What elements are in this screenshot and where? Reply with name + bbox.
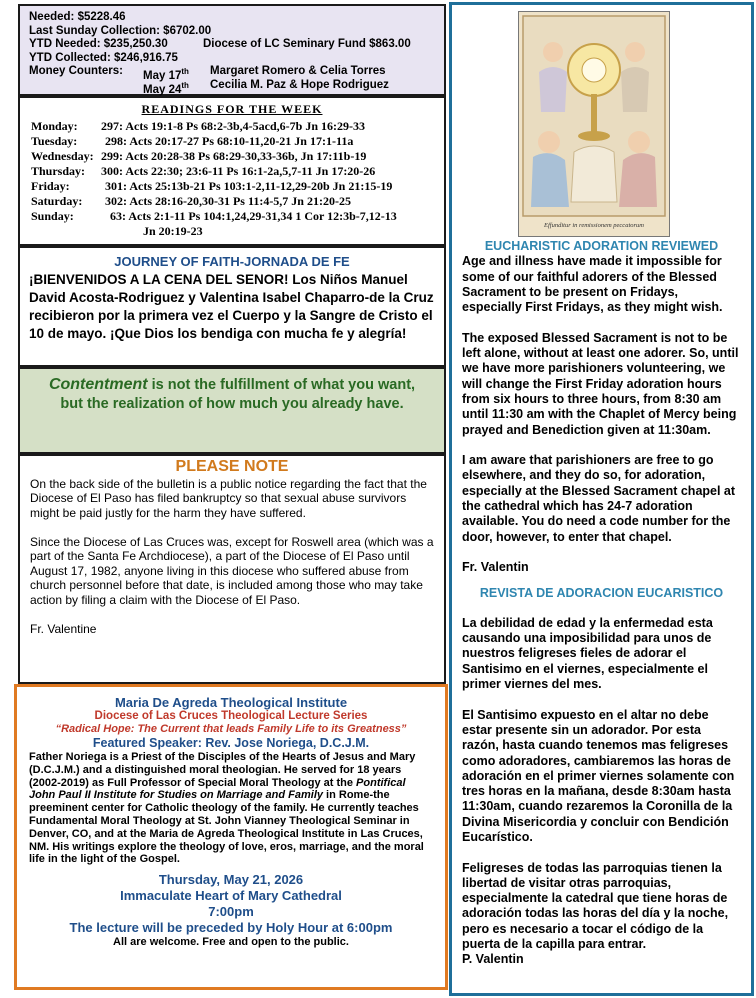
quote-rest: is not the fulfillment of what you want, but the realization of how much you already have. bbox=[60, 377, 416, 412]
reading-citation: 63: Acts 2:1-11 Ps 104:1,24,29-31,34 1 Cor 12:3b-7,12-13 bbox=[110, 209, 397, 223]
journey-body: ¡BIENVENIDOS A LA CENA DEL SENOR! Los Niños Manuel David Acosta-Rodriguez y Valentina Isabel Chaparro-de la Cruz recibieron por la primera vez el Cuerpo y la Sangre de Cristo el 10 de mayo. ¡Que Dios los bendiga con mucha fe y alegría! bbox=[29, 272, 434, 341]
reading-day: Sunday: bbox=[31, 209, 74, 223]
reading-day: Thursday: bbox=[31, 164, 86, 178]
counter-names-2: Cecilia M. Paz & Hope Rodriguez bbox=[210, 78, 389, 91]
reading-citation: 299: Acts 20:28-38 Ps 68:29-30,33-36b, Jn 17:11b-19 bbox=[101, 149, 367, 163]
adoration-paragraph-3: I am aware that parishioners are free to go elsewhere, and they do so, for adoration, especially at the Blessed Sacrament chapel at the cathedral which has 24-7 adoration available. You do need a code number for the door, however, to enter that chapel. bbox=[462, 453, 736, 544]
reading-row bbox=[28, 164, 436, 179]
reading-citation: 298: Acts 20:17-27 Ps 68:10-11,20-21 Jn 17:1-11a bbox=[105, 134, 354, 148]
revista-paragraph-2: El Santisimo expuesto en el altar no debe estar presente sin un adorador. Por esta razón, hasta cuando tenemos mas feligreses como adoradores, cambiaremos las horas de adoración en el primer viernes solamente con tres horas en la mañana, desde 8:30am hasta 11:30am, cuando rezaremos la Coronilla de la Divina Misericordia y concluir con Bendición Eucarístico. bbox=[462, 707, 735, 844]
reading-citation: 301: Acts 25:13b-21 Ps 103:1-2,11-12,29-20b Jn 21:15-19 bbox=[105, 179, 393, 193]
counter-date-1: May 17th bbox=[143, 67, 189, 82]
eucharist-holy-card-image bbox=[518, 11, 670, 237]
reading-day: Tuesday: bbox=[31, 134, 78, 148]
reading-row bbox=[28, 194, 436, 209]
journey-title: JOURNEY OF FAITH-JORNADA DE FE bbox=[114, 254, 350, 269]
counter-names-1: Margaret Romero & Celia Torres bbox=[210, 65, 386, 77]
ytd-needed-row bbox=[29, 38, 435, 52]
holy-card-illustration bbox=[519, 12, 669, 236]
reading-day: Monday: bbox=[31, 119, 78, 133]
seminary-fund: Diocese of LC Seminary Fund $863.00 bbox=[203, 38, 411, 50]
reading-row bbox=[28, 134, 436, 149]
money-counters-row-1 bbox=[29, 65, 435, 82]
speaker-bio: Father Noriega is a Priest of the Disciples of the Hearts of Jesus and Mary (D.C.J.M.) and a distinguished moral theologian. He served for 18 years (2002-2019) as Full Professor of Special Moral Theology at the Pontifical John Paul II Institute for Studies on Marriage and Family in Rome-the preeminent center for Catholic theology of the family. He currently teaches Fundamental Moral Theology at St. John Vianney Theological Seminar in Denver, CO, and at the Maria de Agreda Theological Institute in Las Cruces, NM. His writings explore the theology of love, eros, marriage, and the moral life in the light of the Gospel. bbox=[29, 751, 424, 866]
revista-paragraph-3: Feligreses de todas las parroquias tienen la libertad de visitar otras parroquias, especialmente la catedral que tiene horas de adoración todas las horas del día y la noche, pero es necesario a tocar el código de la puerta de la capilla para entrar. bbox=[462, 860, 729, 952]
money-counters-row-2 bbox=[29, 78, 435, 96]
event-date: Thursday, May 21, 2026 bbox=[158, 872, 304, 888]
event-place: Immaculate Heart of Mary Cathedral bbox=[120, 888, 342, 904]
note-paragraph-1: On the back side of the bulletin is a public notice regarding the fact that the Diocese of El Paso has filed bankruptcy so that sexual abuse survivors might be paid justly for the harm they have suffered. bbox=[30, 476, 427, 520]
needed-amount: Needed: $5228.46 bbox=[29, 11, 126, 23]
featured-speaker: Featured Speaker: Rev. Jose Noriega, D.C.J.M. bbox=[92, 736, 370, 750]
reading-row bbox=[28, 179, 436, 194]
reading-citation: 300: Acts 22:30; 23:6-11 Ps 16:1-2a,5,7-11 Jn 17:20-26 bbox=[101, 164, 376, 178]
revista-signature: P. Valentin bbox=[462, 952, 524, 967]
institute-name: Maria De Agreda Theological Institute bbox=[114, 695, 348, 710]
counter-date-2: May 24th bbox=[143, 80, 189, 96]
adoration-paragraph-2: The exposed Blessed Sacrament is not to be left alone, without at least one adorer. So, until we have more parishioners volunteering, we will change the First Friday adoration hours from six hours to three hours, from 8:30 am until 11:30 am with the Chaplet of Mercy being prayed and Benediction given at 11:30am. bbox=[462, 330, 739, 437]
reading-day: Friday: bbox=[31, 179, 70, 193]
journey-of-faith-box bbox=[18, 246, 446, 367]
reading-row bbox=[28, 149, 436, 164]
reading-citation: 297: Acts 19:1-8 Ps 68:2-3b,4-5acd,6-7b Jn 16:29-33 bbox=[101, 119, 365, 133]
institute-lecture-box bbox=[14, 684, 448, 990]
adoration-signature: Fr. Valentin bbox=[462, 560, 529, 575]
sunday-continuation-row bbox=[28, 224, 436, 239]
note-signature: Fr. Valentine bbox=[30, 621, 97, 636]
lecture-series: Diocese of Las Cruces Theological Lecture Series bbox=[94, 710, 368, 722]
last-sunday-collection: Last Sunday Collection: $6702.00 bbox=[29, 24, 212, 37]
readings-box bbox=[18, 96, 446, 246]
event-time: 7:00pm bbox=[208, 904, 254, 920]
reading-row bbox=[28, 209, 436, 224]
adoration-title: EUCHARISTIC ADORATION REVIEWED bbox=[484, 239, 719, 253]
holy-hour-note: The lecture will be preceded by Holy Hour at 6:00pm bbox=[69, 920, 393, 936]
please-note-title: PLEASE NOTE bbox=[175, 458, 289, 475]
money-counters-label: Money Counters: bbox=[29, 65, 123, 77]
finance-box bbox=[18, 4, 446, 96]
adoration-column bbox=[449, 2, 754, 996]
image-caption: Effunditur in remissionem peccatorum bbox=[544, 222, 644, 229]
revista-title: REVISTA DE ADORACION EUCARISTICO bbox=[479, 585, 724, 600]
quote-keyword: Contentment bbox=[48, 376, 148, 393]
ytd-needed: YTD Needed: $235,250.30 bbox=[29, 38, 168, 50]
lecture-theme: “Radical Hope: The Current that leads Family Life to its Greatness” bbox=[55, 723, 407, 735]
revista-paragraph-1: La debilidad de edad y la enfermedad esta causando una imposibilidad para unos de nuestros feligreses fieles de adorar el Santisimo en el viernes, especialmente el primer viernes del mes. bbox=[462, 615, 713, 692]
sunday-continuation: Jn 20:19-23 bbox=[143, 224, 203, 238]
welcome-note: All are welcome. Free and open to the public. bbox=[113, 936, 349, 949]
contentment-quote bbox=[38, 375, 426, 414]
contentment-quote-box bbox=[18, 367, 446, 454]
reading-day: Wednesday: bbox=[31, 149, 94, 163]
reading-row bbox=[28, 119, 436, 134]
reading-citation: 302: Acts 28:16-20,30-31 Ps 11:4-5,7 Jn 21:20-25 bbox=[105, 194, 351, 208]
readings-title: READINGS FOR THE WEEK bbox=[141, 102, 323, 116]
please-note-box bbox=[18, 454, 446, 684]
reading-day: Saturday: bbox=[31, 194, 83, 208]
adoration-paragraph-1: Age and illness have made it impossible for some of our faithful adorers of the Blessed Sacrament to be present on Fridays, especially First Fridays, as they might wish. bbox=[462, 254, 723, 315]
readings-list bbox=[28, 119, 436, 224]
adoration-text bbox=[462, 239, 741, 983]
note-paragraph-2: Since the Diocese of Las Cruces was, except for Roswell area (which was a part of the Santa Fe Archdiocese), a part of the Diocese of El Paso until August 17, 1982, anyone living in this diocese who suffered abuse from church personnel before that date, is included among those who may take action by filing a claim with the Diocese of El Paso. bbox=[30, 534, 434, 607]
ytd-collected: YTD Collected: $246,916.75 bbox=[29, 51, 178, 64]
